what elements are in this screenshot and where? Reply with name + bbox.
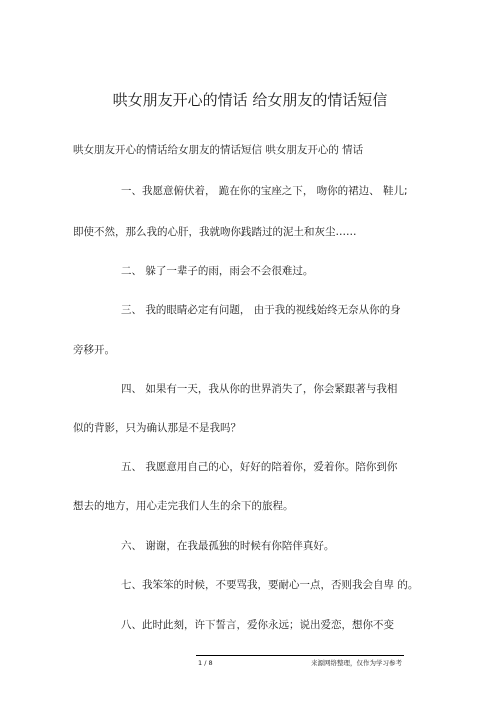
intro-line: 哄女朋友开心的情话给女朋友的情话短信 哄女朋友开心的 情话 <box>73 144 364 156</box>
body-line-4: 三、 我的眼睛必定有问题， 由于我的视线始终无奈从你的身 <box>121 304 401 316</box>
body-line-9: 想去的地方，用心走完我们人生的余下的旅程。 <box>73 500 294 512</box>
source-note: 来源网络整理，仅作为学习参考 <box>311 659 402 667</box>
body-line-10: 六、 谢谢，在我最孤独的时候有你陪伴真好。 <box>121 540 335 552</box>
page-number: 1 / 8 <box>198 659 213 667</box>
page-title: 哄女朋友开心的情话 给女朋友的情话短信 <box>112 91 388 109</box>
body-line-7: 似的背影，只为确认那是不是我吗？ <box>73 422 241 434</box>
page-footer <box>196 655 404 670</box>
body-line-12: 八、此时此刻，许下誓言，爱你永远；说出爱恋，想你不变 <box>121 619 394 631</box>
body-line-11: 七、我笨笨的时候，不要骂我，要耐心一点，否则我会自卑 的。 <box>121 579 419 591</box>
body-line-6: 四、 如果有一天，我从你的世界消失了，你会紧跟著与我相 <box>121 383 398 395</box>
body-line-8: 五、 我愿意用自己的心，好好的陪着你，爱着你。陪你到你 <box>121 461 398 473</box>
body-line-5: 旁移开。 <box>73 344 115 356</box>
body-line-1: 一、我愿意俯伏着， 跪在你的宝座之下， 吻你的裙边、 鞋儿; <box>121 185 408 197</box>
body-line-2: 即使不然，那么我的心肝，我就吻你践踏过的泥土和灰尘…… <box>73 226 357 238</box>
body-line-3: 二、 躲了一辈子的雨，雨会不会很难过。 <box>121 265 314 277</box>
